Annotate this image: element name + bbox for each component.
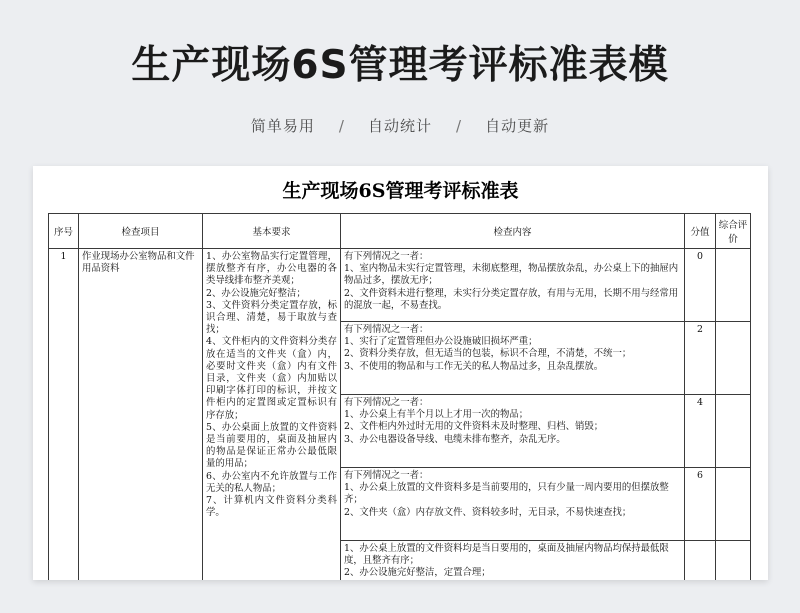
inspection-item: 作业现场办公室物品和文件用品资料: [79, 249, 203, 581]
check-content: [341, 249, 685, 322]
header-requirement: 基本要求: [203, 214, 341, 249]
header-score: 分值: [685, 214, 716, 249]
check-line: 1、实行了定置管理但办公设施破旧损坏严重；: [344, 336, 538, 348]
evaluation-table: [48, 213, 751, 580]
check-content: [341, 468, 685, 541]
banner-title: 生产现场6S管理考评标准表模: [131, 43, 669, 88]
check-content: [341, 395, 685, 468]
spreadsheet-preview: [33, 166, 768, 580]
score-cell: 6: [685, 468, 716, 541]
header-content: 检查内容: [341, 214, 685, 249]
check-line: 1、室内物品未实行定置管理，未彻底整理，物品摆放杂乱，办公桌上下的抽屉内物品过多，摆放无序；: [344, 263, 679, 287]
check-line: 有下列情况之一者：: [344, 470, 429, 481]
check-line: 2、文件夹（盒）内存放文件、资料较多时，无目录，不易快速查找；: [344, 506, 632, 518]
requirement-line: 2、办公设施完好整洁；: [206, 287, 306, 299]
check-line: 1、办公桌上放置的文件资料多是当前要用的，只有少量一周内要用的但摆放整齐；: [344, 482, 669, 506]
check-content: [341, 322, 685, 395]
sheet-title: 生产现场6S管理考评标准表: [282, 180, 519, 202]
header-evaluation: 综合评价: [716, 214, 751, 249]
tag-auto-update: 自动更新: [485, 117, 550, 135]
check-line: 2、文件资料未进行整理，未实行分类定置存放，有用与无用，长期不用与经常用的混放一起，不易查找。: [344, 287, 679, 311]
evaluation-cell: [716, 395, 751, 468]
header-item: 检查项目: [79, 214, 203, 249]
evaluation-cell: [716, 541, 751, 581]
evaluation-cell: [716, 468, 751, 541]
check-line: 1、办公桌上有半个月以上才用一次的物品；: [344, 409, 529, 421]
tag-easy-to-use: 简单易用: [250, 117, 315, 135]
check-content: [341, 541, 685, 581]
check-line: 有下列情况之一者：: [344, 397, 429, 408]
requirement-line: 7、计算机内文件资料分类科学。: [206, 495, 337, 519]
tag-separator: /: [338, 117, 344, 135]
check-line: 1、办公桌上放置的文件资料均是当日要用的，桌面及抽屉内物品均保持最低限度，且整齐有序；: [344, 543, 669, 567]
check-line: 有下列情况之一者：: [344, 251, 429, 262]
row-number: 1: [49, 249, 79, 581]
tag-separator: /: [456, 117, 462, 135]
evaluation-cell: [716, 249, 751, 322]
check-line: 有下列情况之一者：: [344, 324, 429, 335]
requirement-line: 3、文件资料分类定置存放，标识合理、清楚，易于取放与查找；: [206, 299, 337, 336]
score-cell: [685, 541, 716, 581]
evaluation-cell: [716, 322, 751, 395]
requirement-line: 1、办公室物品实行定置管理，摆放整齐有序，办公电器的各类导线排布整齐美观；: [206, 251, 337, 287]
check-line: 2、资料分类存放，但无适当的包装，标识不合理，不清楚，不统一；: [344, 348, 632, 360]
score-cell: 0: [685, 249, 716, 322]
requirement-line: 5、办公桌面上放置的文件资料是当前要用的，桌面及抽屉内的物品是保证正常办公最低限量的用品；: [206, 421, 337, 470]
feature-tagline: [0, 115, 800, 136]
requirement-line: 4、文件柜内的文件资料分类存放在适当的文件夹（盒）内，必要时文件夹（盒）内有文件目录，文件夹（盒）内加贴以印刷字体打印的标识，并按文件柜内的定置图或定置标识有序存放；: [206, 336, 337, 421]
header-row: [49, 214, 751, 249]
tag-auto-statistics: 自动统计: [367, 117, 432, 135]
requirement-line: 6、办公室内不允许放置与工作无关的私人物品；: [206, 470, 337, 494]
score-cell: 2: [685, 322, 716, 395]
check-line: 3、办公电器设备导线、电缆未排布整齐，杂乱无序。: [344, 433, 566, 445]
score-cell: 4: [685, 395, 716, 468]
table-row: [49, 249, 751, 322]
check-line: 2、文件柜内外过时无用的文件资料未及时整理、归档、销毁；: [344, 421, 604, 433]
check-line: 3、不使用的物品和与工作无关的私人物品过多，且杂乱摆放。: [344, 360, 604, 372]
basic-requirements: [203, 249, 341, 581]
check-line: 2、办公设施完好整洁，定置合理；: [344, 567, 491, 579]
header-no: 序号: [49, 214, 79, 249]
